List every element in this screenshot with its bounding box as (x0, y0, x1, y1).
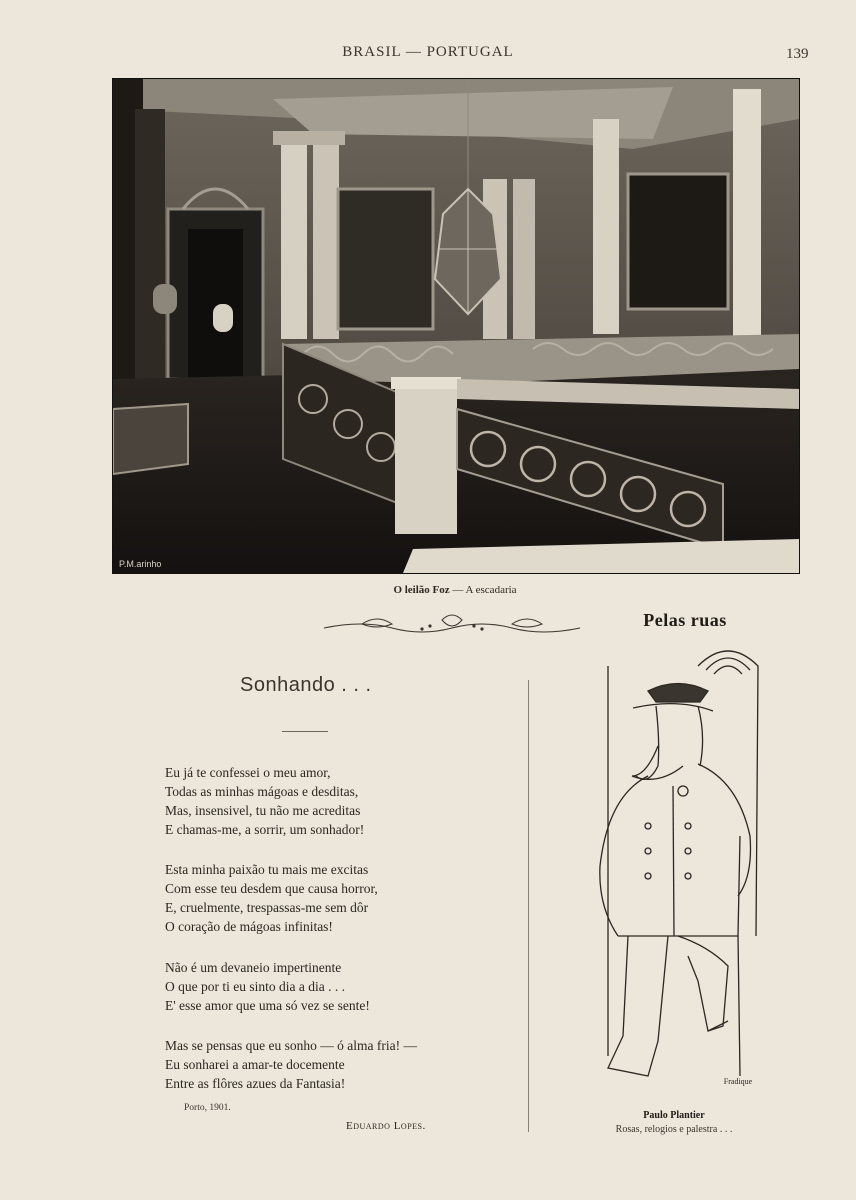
poem-line: E chamas-me, a sorrir, um sonhador! (165, 822, 365, 837)
sidebar-title: Pelas ruas (643, 610, 727, 630)
poem-line: Todas as minhas mágoas e desditas, (165, 784, 359, 799)
poem-line: Esta minha paixão tu mais me excitas (165, 862, 369, 877)
staircase-photograph (112, 78, 800, 574)
poem-line: O coração de mágoas infinitas! (165, 919, 333, 934)
poem-title-rule (282, 731, 328, 732)
running-header: BRASIL — PORTUGAL (342, 44, 514, 60)
poem-stanza (165, 958, 370, 1015)
caricature-drawing (588, 636, 768, 1088)
poem-author: Eduardo Lopes. (346, 1120, 426, 1132)
cartoon-subtitle: Rosas, relogios e palestra . . . (615, 1124, 733, 1135)
poem-line: Não é um devaneio impertinente (165, 960, 342, 975)
poem-stanza (165, 763, 364, 839)
cartoon-signature: Fradique (723, 1077, 753, 1086)
poem-line: Mas se pensas que eu sonho — ó alma fria! — (165, 1038, 417, 1053)
poem-line: E, cruelmente, trespassas-me sem dôr (165, 900, 369, 915)
poem-line: Eu já te confessei o meu amor, (165, 765, 331, 780)
caption-subtitle: — A escadaria (449, 584, 517, 596)
poem-line: Eu sonharei a amar-te docemente (165, 1057, 345, 1072)
poem-line: O que por ti eu sinto dia a dia . . . (165, 979, 345, 994)
poem-line: Mas, insensivel, tu não me acreditas (165, 803, 361, 818)
poem-line: Com esse teu desdem que causa horror, (165, 881, 378, 896)
caption-title: O leilão Foz (393, 584, 450, 596)
poem-stanza (165, 860, 378, 936)
photo-credit: P.M.arinho (119, 559, 162, 569)
photo-caption (0, 584, 856, 596)
poem-line: Entre as flôres azues da Fantasia! (165, 1076, 346, 1091)
decorative-ornament (322, 612, 582, 642)
staircase-illustration (113, 79, 799, 573)
poem-place-date: Porto, 1901. (184, 1103, 231, 1113)
poem-stanza (165, 1036, 417, 1093)
cartoon-name: Paulo Plantier (643, 1110, 705, 1121)
poem-line: E' esse amor que uma só vez se sente! (165, 998, 370, 1013)
poem-title: Sonhando . . . (240, 674, 372, 696)
page-number: 139 (786, 46, 809, 62)
column-divider (528, 680, 529, 1132)
